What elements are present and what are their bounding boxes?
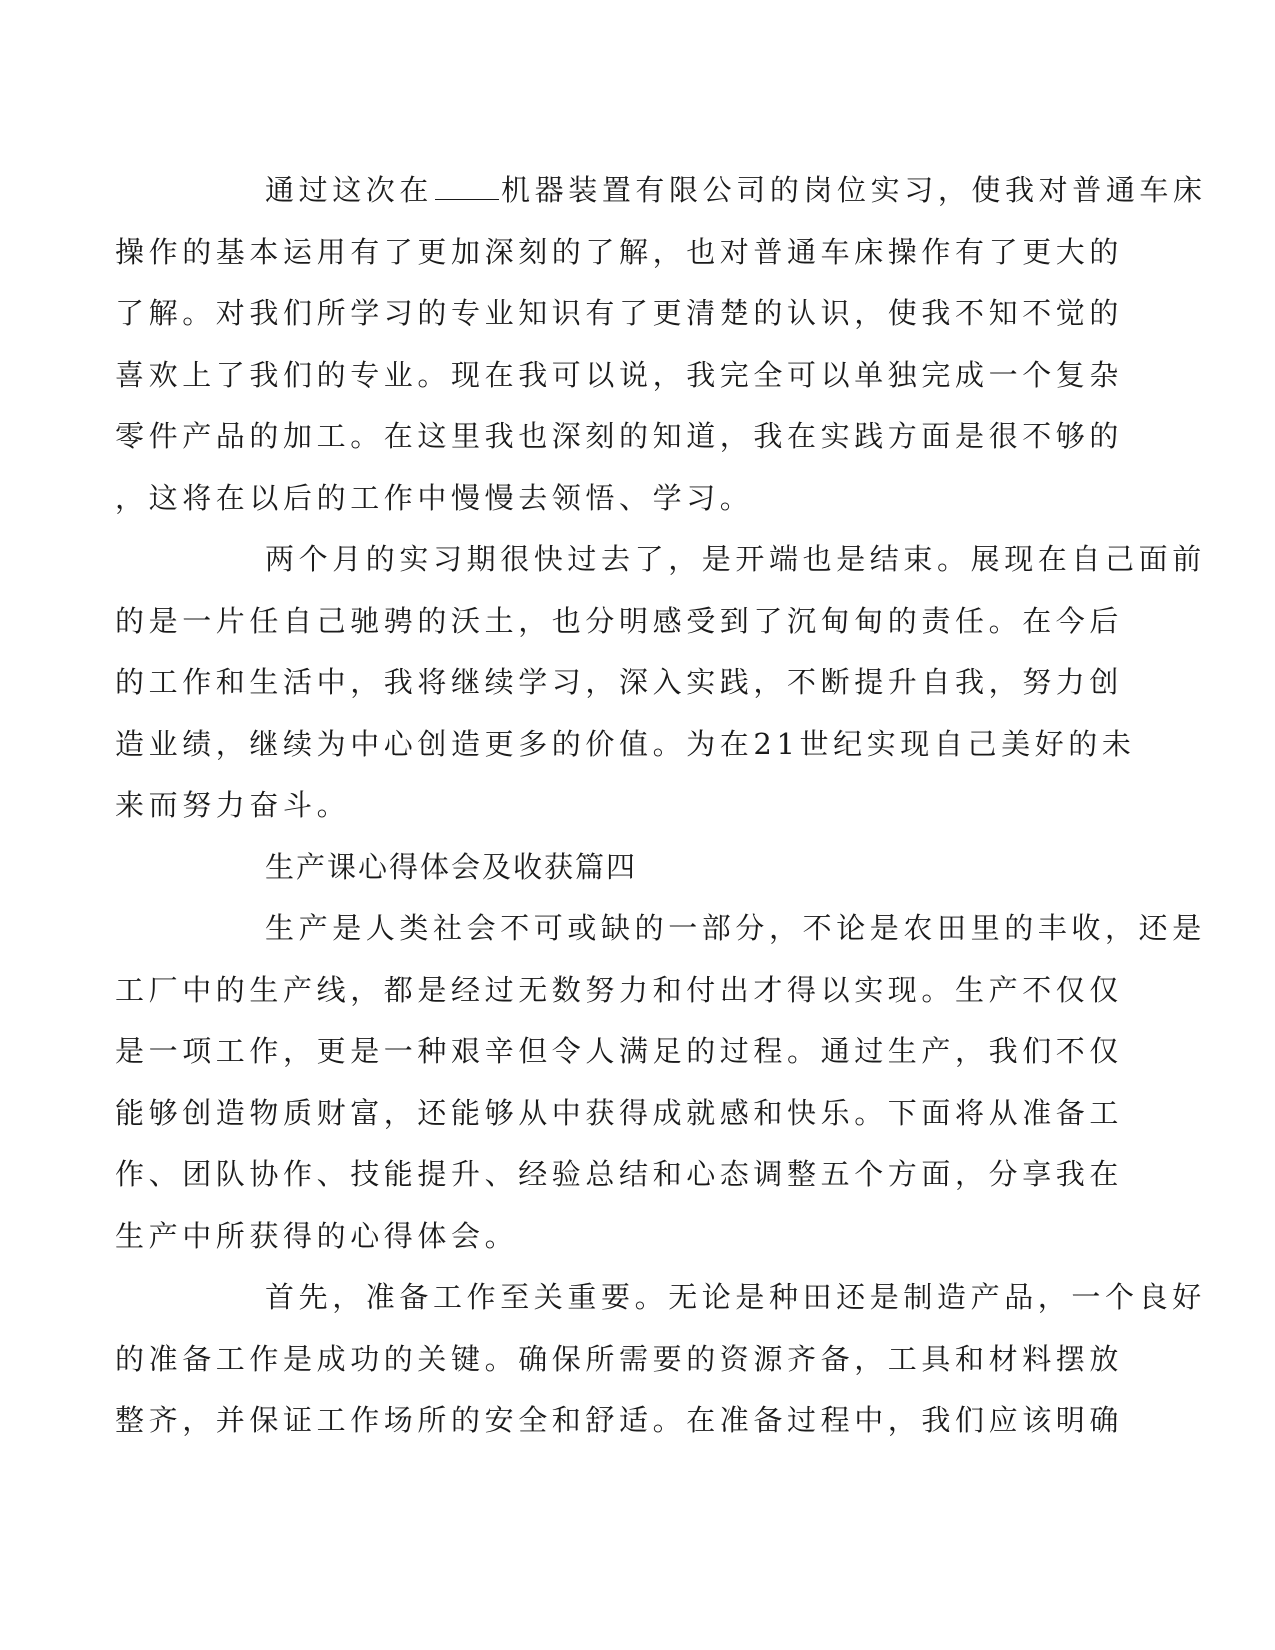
text-line: 的准备工作是成功的关键。确保所需要的资源齐备，工具和材料摆放 (115, 1341, 1124, 1376)
paragraph-preparation (115, 1267, 1206, 1452)
section-heading: 生产课心得体会及收获篇四 (265, 849, 638, 884)
text-line: 零件产品的加工。在这里我也深刻的知道，我在实践方面是很不够的 (115, 419, 1124, 453)
fill-in-blank (435, 175, 499, 200)
text-line: 能够创造物质财富，还能够从中获得成就感和快乐。下面将从准备工 (115, 1095, 1124, 1130)
text-line: 造业绩，继续为中心创造更多的价值。为在21世纪实现自己美好的未 (115, 726, 1136, 761)
text-line: 通过这次在 机器装置有限公司的岗位实习，使我对普通车床 (265, 173, 1207, 207)
text-line: 的是一片任自己驰骋的沃土，也分明感受到了沉甸甸的责任。在今后 (115, 603, 1124, 638)
text-line: ，这将在以后的工作中慢慢去领悟、学习。 (115, 480, 754, 515)
text-line: 工厂中的生产线，都是经过无数努力和付出才得以实现。生产不仅仅 (115, 972, 1124, 1007)
paragraph-internship-summary (115, 160, 1207, 529)
paragraph-production-intro (115, 898, 1206, 1267)
text-line: 两个月的实习期很快过去了，是开端也是结束。展现在自己面前 (265, 542, 1206, 576)
text-line: 生产中所获得的心得体会。 (115, 1218, 519, 1253)
paragraph-two-months (115, 529, 1206, 837)
text-line: 生产是人类社会不可或缺的一部分，不论是农田里的丰收，还是 (265, 911, 1206, 945)
text-line: 是一项工作，更是一种艰辛但令人满足的过程。通过生产，我们不仅 (115, 1034, 1124, 1068)
text-line: 了解。对我们所学习的专业知识有了更清楚的认识，使我不知不觉的 (115, 296, 1124, 330)
text-line: 操作的基本运用有了更加深刻的了解，也对普通车床操作有了更大的 (115, 234, 1124, 269)
text-line: 整齐，并保证工作场所的安全和舒适。在准备过程中，我们应该明确 (115, 1403, 1124, 1437)
text-line: 喜欢上了我们的专业。现在我可以说，我完全可以单独完成一个复杂 (115, 357, 1124, 392)
text-line: 的工作和生活中，我将继续学习，深入实践，不断提升自我，努力创 (115, 665, 1124, 699)
text-line: 首先，准备工作至关重要。无论是种田还是制造产品，一个良好 (265, 1280, 1206, 1314)
text-line: 作、团队协作、技能提升、经验总结和心态调整五个方面，分享我在 (115, 1157, 1124, 1191)
document-body (115, 160, 1207, 1452)
text-line: 来而努力奋斗。 (115, 788, 351, 822)
